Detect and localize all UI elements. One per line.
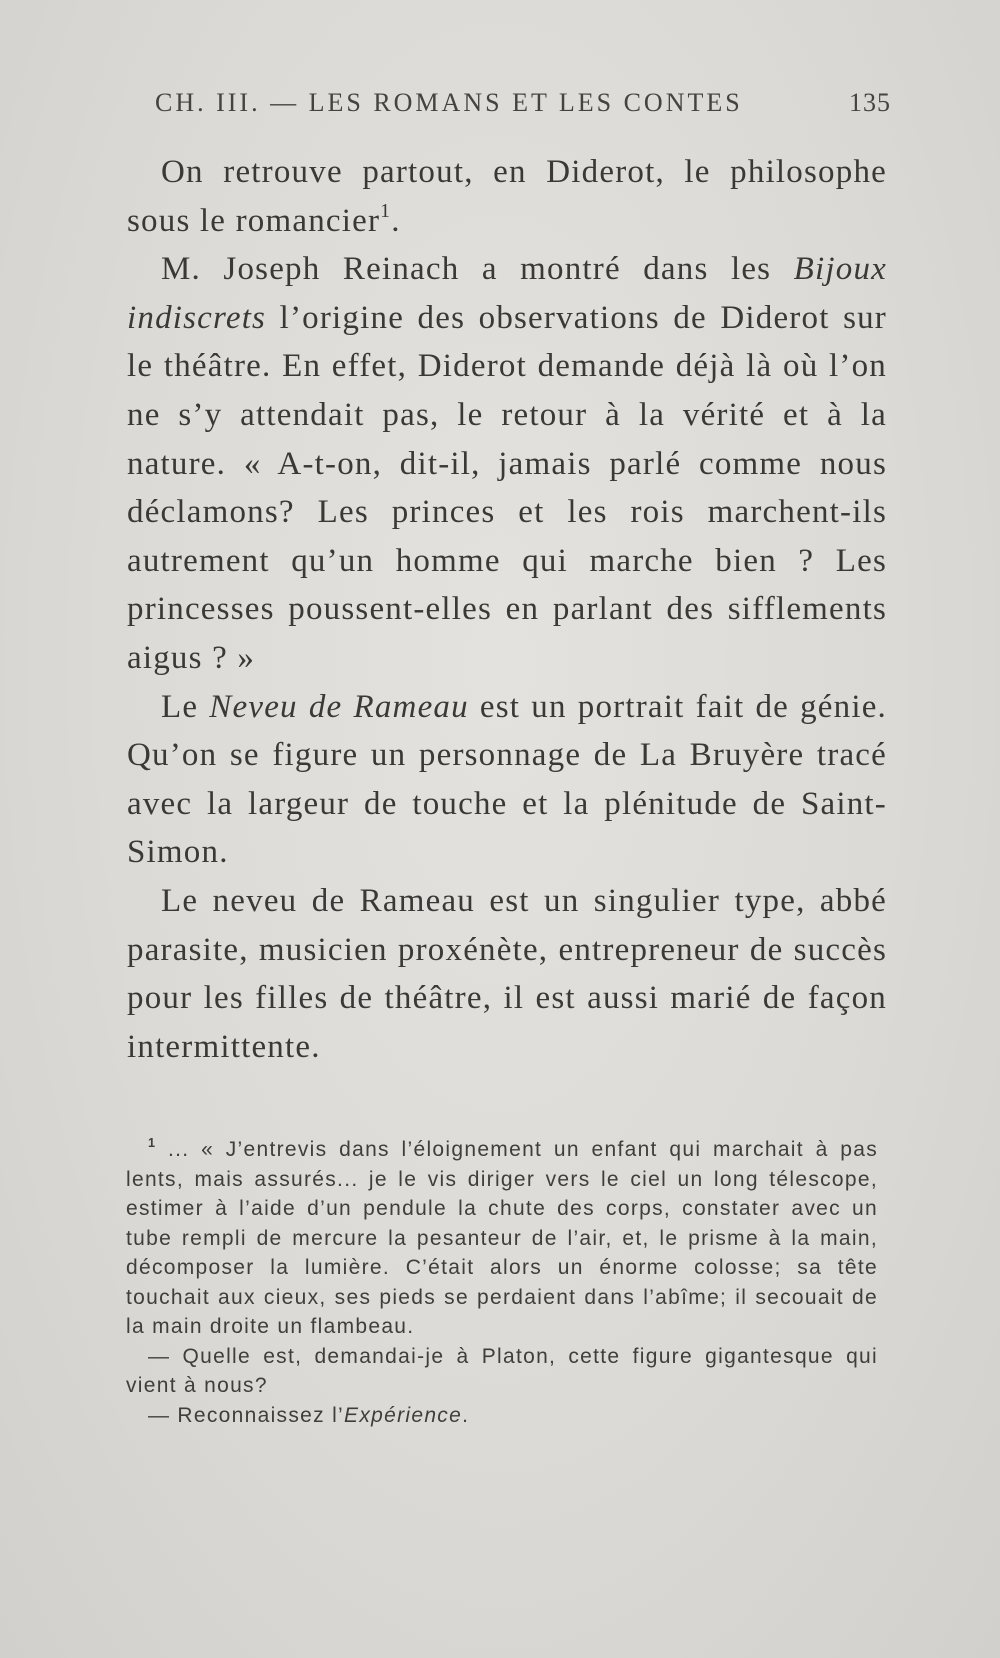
paragraph-2-text-b: l’origine des observations de Diderot sur le théâtre. En effet, Diderot demande déjà là où l’on ne s’y attendait pas, le retour à la vérité et à la nature. « A-t-on, dit-il, jamais parlé comme nous déclamons? Les princes et les rois marchent-ils autrement qu’un homme qui marche bien ? Les princesses poussent-elles en parlant des sifflements aigus ? » [127,299,887,676]
footnote-text-2: — Quelle est, demandai-je à Platon, cette figure gigantesque qui vient à nous? [126,1344,878,1397]
page-number: 135 [849,88,891,117]
footnote-reference: 1 [380,199,392,222]
footnote-text-1: ... « J’entrevis dans l’éloignement un enfant qui marchait à pas lents, mais assurés... je le vis diriger vers le ciel un long télescope, estimer à l’aide d’un pendule la chute des corps, constater avec un tube rempli de mercure la pesanteur de l’air, et, le prisme à la main, décomposer la lumière. C’était alors un énorme colosse; sa tête touchait aux cieux, ses pieds se perdaient dans l’abîme; il secouait de la main droite un flambeau. [126,1138,878,1338]
paragraph-2-text-a: M. Joseph Reinach a montré dans les [161,251,794,288]
footnote-marker: 1 [148,1136,157,1151]
paragraph-2 [127,245,887,682]
footnote-text-3-end: . [462,1403,470,1427]
paragraph-3-text-a: Le [161,688,210,725]
paragraph-3-text-b: est un portrait fait de génie. Qu’on se figure un personnage de La Bruyère tracé avec la largeur de touche et la plénitude de Saint-Simon. [127,688,887,871]
book-title-bijoux: Bijoux indiscrets [127,251,887,336]
book-title-neveu: Neveu de Rameau [209,688,469,725]
footnote-paragraph-1 [126,1135,878,1342]
paragraph-1-text: On retrouve partout, en Diderot, le philosophe sous le romancier [127,154,887,239]
main-text [127,148,887,1071]
page-header [155,88,891,128]
footnote-paragraph-2 [126,1342,878,1401]
paragraph-1 [127,148,887,245]
footnote-text-3-a: — Reconnaissez l’ [148,1403,345,1427]
paragraph-1-end: . [391,202,401,239]
running-title: CH. III. — LES ROMANS ET LES CONTES [155,88,743,117]
footnotes [126,1135,878,1430]
footnote-paragraph-3 [126,1401,878,1431]
footnote-italic-experience: Expérience [344,1403,463,1427]
paragraph-3 [127,683,887,877]
paragraph-4-text: Le neveu de Rameau est un singulier type, abbé parasite, musicien proxénète, entrepreneur de succès pour les filles de théâtre, il est aussi marié de façon intermittente. [127,882,887,1065]
paragraph-4 [127,877,887,1071]
